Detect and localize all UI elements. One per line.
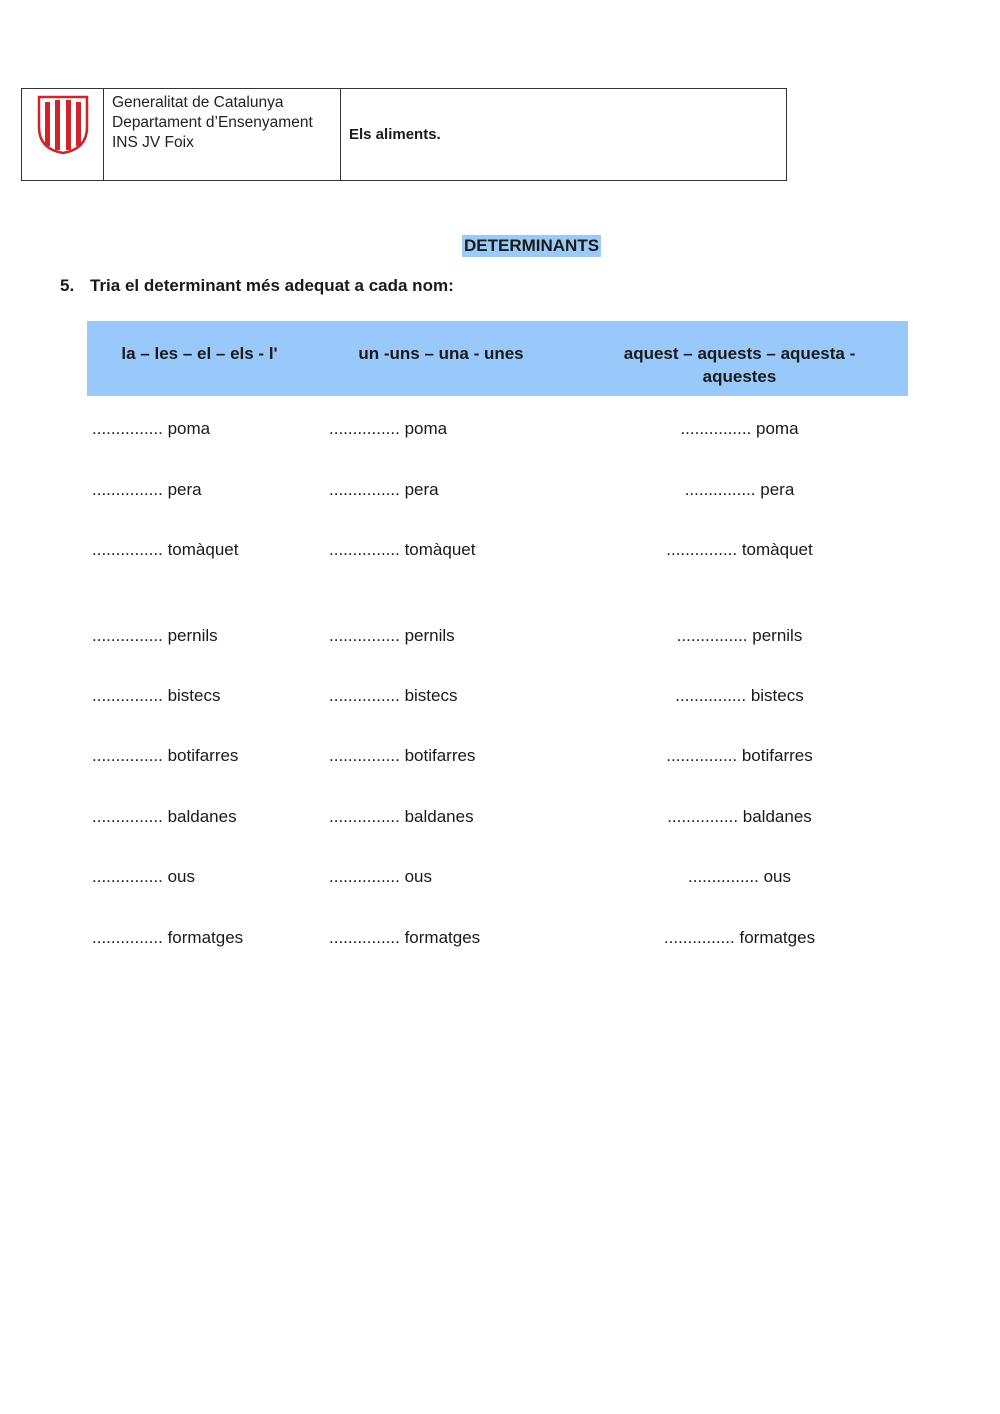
- fill-in-blank-2[interactable]: ............... formatges: [329, 928, 481, 947]
- logo-cell: [22, 89, 104, 180]
- fill-in-blank-2[interactable]: ............... poma: [329, 419, 448, 438]
- exercise-row: [0, 478, 1000, 502]
- fill-in-blank-2[interactable]: ............... ous: [329, 867, 432, 886]
- exercise-row: [0, 805, 1000, 829]
- exercise-row: [0, 926, 1000, 950]
- section-title: DETERMINANTS: [464, 236, 600, 255]
- fill-in-blank-1[interactable]: ............... pernils: [92, 626, 218, 645]
- fill-in-blank-3[interactable]: ............... poma: [680, 419, 799, 438]
- document-header: [21, 88, 787, 181]
- organization-info: [104, 89, 341, 180]
- fill-in-blank-2[interactable]: ............... tomàquet: [329, 540, 476, 559]
- instruction-text: Tria el determinant més adequat a cada nom:: [90, 276, 454, 295]
- fill-in-blank-2[interactable]: ............... bistecs: [329, 686, 458, 705]
- fill-in-blank-3[interactable]: ............... baldanes: [667, 807, 812, 826]
- fill-in-blank-2[interactable]: ............... pera: [329, 480, 439, 499]
- generalitat-logo-icon: [35, 93, 91, 155]
- column-header-indefinite: un -uns – una - unes: [358, 344, 524, 363]
- exercise-row: [0, 744, 1000, 768]
- fill-in-blank-1[interactable]: ............... botifarres: [92, 746, 239, 765]
- fill-in-blank-2[interactable]: ............... baldanes: [329, 807, 474, 826]
- document-title: Els aliments.: [349, 126, 441, 143]
- fill-in-blank-3[interactable]: ............... botifarres: [666, 746, 813, 765]
- fill-in-blank-2[interactable]: ............... pernils: [329, 626, 455, 645]
- exercise-row: [0, 417, 1000, 441]
- fill-in-blank-3[interactable]: ............... bistecs: [675, 686, 804, 705]
- org-line-3: INS JV Foix: [112, 134, 194, 151]
- exercise-header: [87, 321, 908, 396]
- fill-in-blank-3[interactable]: ............... pera: [684, 480, 795, 499]
- fill-in-blank-1[interactable]: ............... tomàquet: [92, 540, 239, 559]
- fill-in-blank-1[interactable]: ............... ous: [92, 867, 195, 886]
- fill-in-blank-1[interactable]: ............... bistecs: [92, 686, 221, 705]
- org-line-2: Departament d’Ensenyament: [112, 114, 313, 131]
- fill-in-blank-3[interactable]: ............... pernils: [676, 626, 803, 645]
- fill-in-blank-1[interactable]: ............... pera: [92, 480, 202, 499]
- fill-in-blank-1[interactable]: ............... baldanes: [92, 807, 237, 826]
- fill-in-blank-1[interactable]: ............... formatges: [92, 928, 244, 947]
- fill-in-blank-2[interactable]: ............... botifarres: [329, 746, 476, 765]
- instruction: [60, 276, 454, 296]
- org-line-1: Generalitat de Catalunya: [112, 94, 284, 111]
- fill-in-blank-3[interactable]: ............... ous: [688, 867, 791, 886]
- exercise-row: [0, 624, 1000, 648]
- fill-in-blank-1[interactable]: ............... poma: [92, 419, 211, 438]
- exercise-row: [0, 538, 1000, 562]
- column-header-demonstrative: aquest – aquests – aquesta - aquestes: [623, 344, 856, 386]
- instruction-number: 5.: [60, 276, 75, 295]
- fill-in-blank-3[interactable]: ............... tomàquet: [666, 540, 813, 559]
- exercise-row: [0, 865, 1000, 889]
- exercise-row: [0, 684, 1000, 708]
- column-header-articles: la – les – el – els - l': [121, 344, 278, 363]
- fill-in-blank-3[interactable]: ............... formatges: [663, 928, 816, 947]
